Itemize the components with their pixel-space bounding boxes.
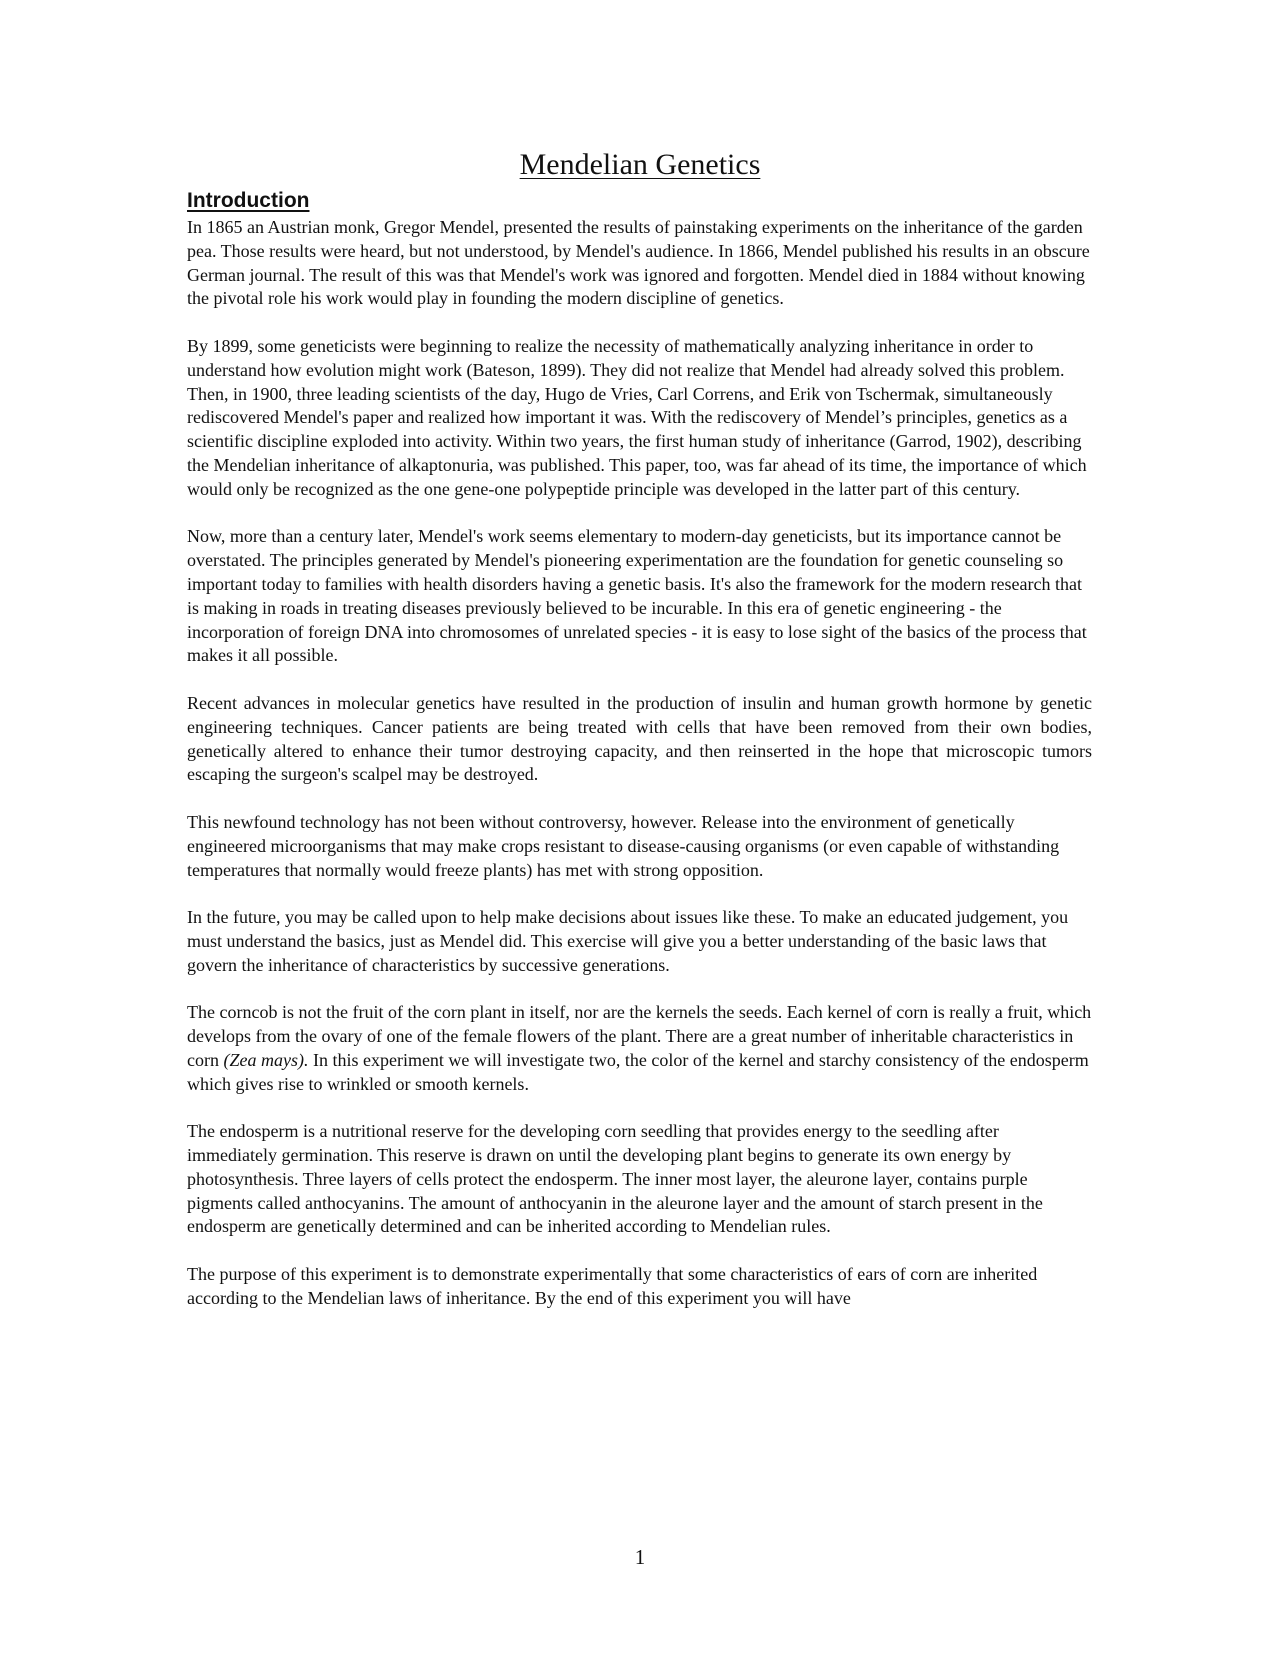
- page-title: Mendelian Genetics: [519, 148, 761, 181]
- paragraph: [187, 1001, 1092, 1096]
- page-number: 1: [634, 1545, 646, 1569]
- section-heading: Introduction: [187, 189, 310, 212]
- paragraph-text: The corncob is not the fruit of the corn plant in itself, nor are the kernels the seeds. Each kernel of corn is really a fruit, which develops from the ovary of one of the female flowers of the plant. There are a great number of inheritable characteristics in corn: [187, 1002, 1092, 1070]
- species-name: (Zea mays).: [223, 1049, 309, 1070]
- paragraph: This newfound technology has not been without controversy, however. Release into the environment of genetically engineered microorganisms that may make crops resistant to disease-causing organisms (or even capable of withstanding temperatures that normally would freeze plants) has met with strong opposition.: [187, 811, 1060, 880]
- paragraph: The purpose of this experiment is to demonstrate experimentally that some characteristics of ears of corn are inherited according to the Mendelian laws of inheritance. By the end of this experiment you will have: [187, 1264, 1038, 1308]
- paragraph: Now, more than a century later, Mendel's work seems elementary to modern-day geneticists, but its importance cannot be overstated. The principles generated by Mendel's pioneering experimentation are the foundation for genetic counseling so important today to families with health disorders having a genetic basis. It's also the framework for the modern research that is making in roads in treating diseases previously believed to be incurable. In this era of genetic engineering - the incorporation of foreign DNA into chromosomes of unrelated species - it is easy to lose sight of the basics of the process that makes it all possible.: [187, 526, 1087, 666]
- paragraph: Recent advances in molecular genetics have resulted in the production of insulin and human growth hormone by genetic engineering techniques. Cancer patients are being treated with cells that have been removed from their own bodies, genetically altered to enhance their tumor destroying capacity, and then reinserted in the hope that microscopic tumors escaping the surgeon's scalpel may be destroyed.: [187, 692, 1092, 785]
- paragraph: By 1899, some geneticists were beginning to realize the necessity of mathematically analyzing inheritance in order to understand how evolution might work (Bateson, 1899). They did not realize that Mendel had already solved this problem. Then, in 1900, three leading scientists of the day, Hugo de Vries, Carl Correns, and Erik von Tschermak, simultaneously rediscovered Mendel's paper and realized how important it was. With the rediscovery of Mendel’s principles, genetics as a scientific discipline exploded into activity. Within two years, the first human study of inheritance (Garrod, 1902), describing the Mendelian inheritance of alkaptonuria, was published. This paper, too, was far ahead of its time, the importance of which would only be recognized as the one gene-one polypeptide principle was developed in the latter part of this century.: [187, 335, 1087, 499]
- paragraph: In 1865 an Austrian monk, Gregor Mendel, presented the results of painstaking experiments on the inheritance of the garden pea. Those results were heard, but not understood, by Mendel's audience. In 1866, Mendel published his results in an obscure German journal. The result of this was that Mendel's work was ignored and forgotten. Mendel died in 1884 without knowing the pivotal role his work would play in founding the modern discipline of genetics.: [187, 217, 1090, 309]
- paragraph: The endosperm is a nutritional reserve for the developing corn seedling that provides energy to the seedling after immediately germination. This reserve is drawn on until the developing plant begins to generate its own energy by photosynthesis. Three layers of cells protect the endosperm. The inner most layer, the aleurone layer, contains purple pigments called anthocyanins. The amount of anthocyanin in the aleurone layer and the amount of starch present in the endosperm are genetically determined and can be inherited according to Mendelian rules.: [187, 1121, 1043, 1237]
- paragraph-text: In this experiment we will investigate two, the color of the kernel and starchy consistency of the endosperm which gives rise to wrinkled or smooth kernels.: [187, 1049, 1089, 1094]
- document-body: [187, 216, 1092, 1334]
- paragraph: In the future, you may be called upon to help make decisions about issues like these. To make an educated judgement, you must understand the basics, just as Mendel did. This exercise will give you a better understanding of the basic laws that govern the inheritance of characteristics by successive generations.: [187, 907, 1069, 975]
